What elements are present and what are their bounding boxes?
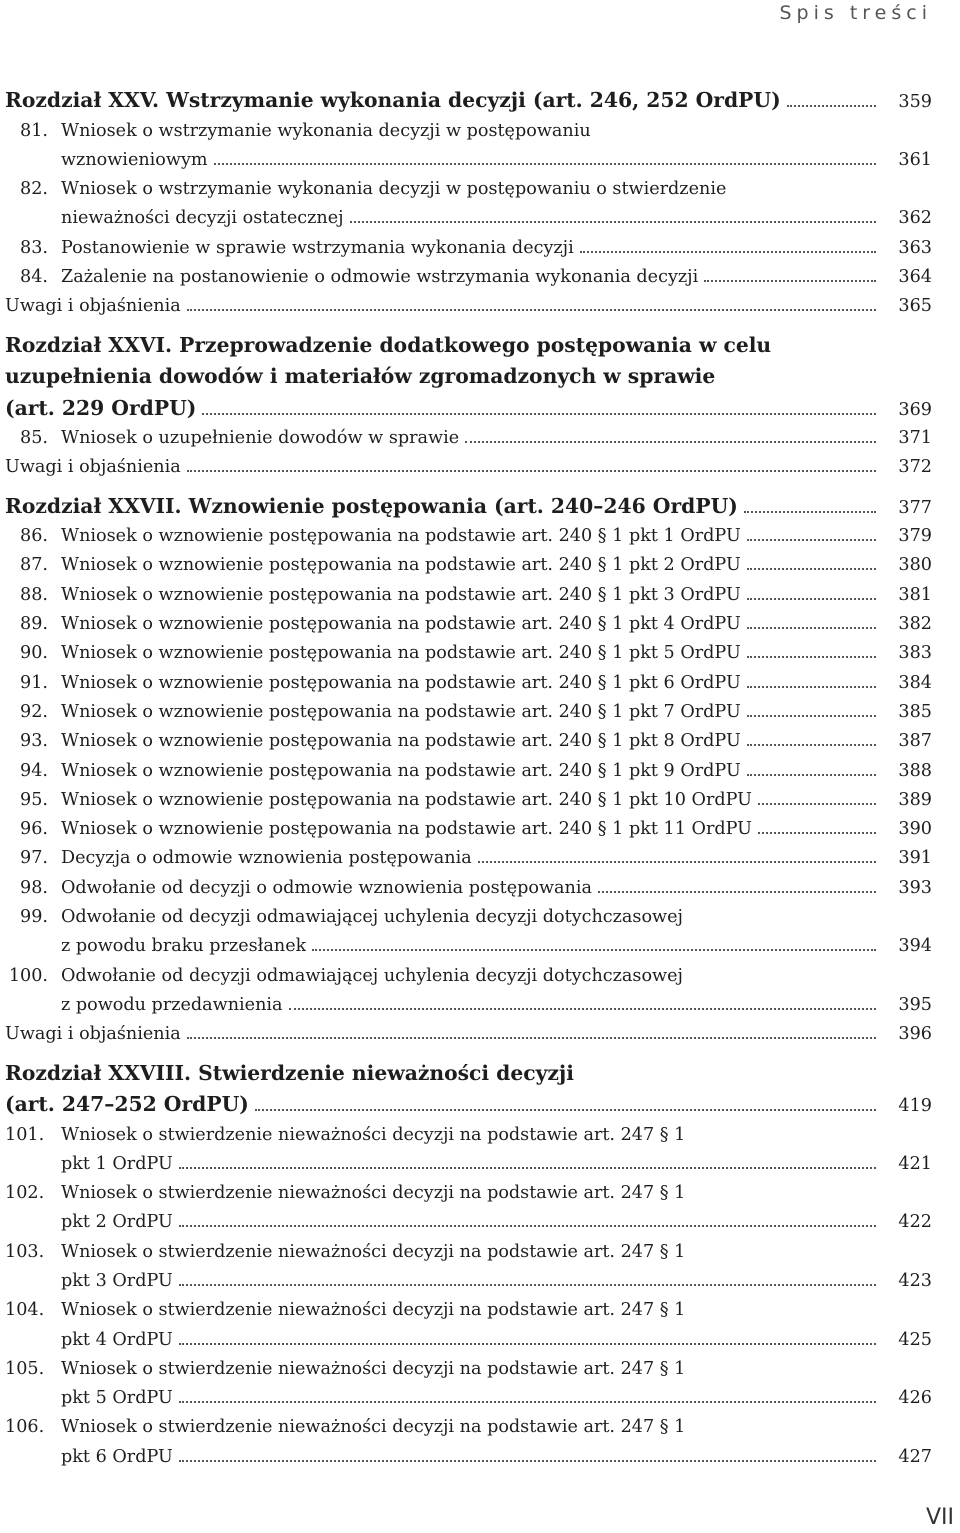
toc-row: [5, 1058, 932, 1090]
page-number: 380: [898, 555, 932, 576]
toc-entry-106: [5, 1413, 932, 1442]
leader-dots: [747, 686, 876, 688]
leader-dots: [179, 1401, 876, 1403]
entry-number: 94.: [20, 760, 48, 781]
leader-dots: [179, 1460, 876, 1462]
toc-entry-106-cont: [5, 1443, 932, 1472]
entry-title: Wniosek o wznowienie postępowania na podstawie art. 240 § 1 pkt 1 OrdPU: [61, 526, 741, 547]
page-number: 396: [898, 1024, 932, 1045]
entry-title: Wniosek o wznowienie postępowania na podstawie art. 240 § 1 pkt 7 OrdPU: [61, 701, 741, 722]
entry-number: 98.: [20, 877, 48, 898]
entry-number: 84.: [20, 266, 48, 287]
toc-notes: [5, 1020, 932, 1049]
entry-title-cont: nieważności decyzji ostatecznej: [61, 208, 344, 229]
entry-title: Uwagi i objaśnienia: [5, 296, 181, 317]
toc-entry-81: [5, 117, 932, 146]
toc-entry-82: [5, 175, 932, 204]
toc-row: [5, 491, 932, 523]
toc-entry-103-cont: [5, 1267, 932, 1296]
entry-number: 105.: [5, 1358, 45, 1379]
page-number: 387: [898, 731, 932, 752]
entry-title: Wniosek o wznowienie postępowania na podstawie art. 240 § 1 pkt 6 OrdPU: [61, 672, 741, 693]
toc-entry-105: [5, 1355, 932, 1384]
entry-title: Wniosek o stwierdzenie nieważności decyzji na podstawie art. 247 § 1: [61, 1358, 686, 1379]
page-number: 364: [898, 266, 932, 287]
chapter-title: Rozdział XXVII. Wznowienie postępowania (art. 240–246 OrdPU): [5, 493, 738, 518]
toc-entry-100-cont: [5, 991, 932, 1020]
entry-number: 102.: [5, 1183, 45, 1204]
toc-entry-99-cont: [5, 932, 932, 961]
page-number: 391: [898, 848, 932, 869]
toc-row: [5, 361, 932, 393]
leader-dots: [747, 568, 876, 570]
entry-number: 99.: [20, 907, 48, 928]
entry-number: 96.: [20, 819, 48, 840]
leader-dots: [704, 280, 876, 282]
entry-title: Odwołanie od decyzji o odmowie wznowienia postępowania: [61, 877, 592, 898]
page-number: 390: [898, 819, 932, 840]
chapter-28: [5, 1058, 932, 1121]
leader-dots: [255, 1109, 876, 1111]
leader-dots: [179, 1225, 876, 1227]
toc-entry-102: [5, 1179, 932, 1208]
entry-number: 106.: [5, 1417, 45, 1438]
page-number: 393: [898, 877, 932, 898]
toc-entry-98: [5, 874, 932, 903]
entry-title-cont: pkt 2 OrdPU: [61, 1212, 173, 1233]
page-number: 381: [898, 584, 932, 605]
entry-title: Wniosek o wznowienie postępowania na podstawie art. 240 § 1 pkt 10 OrdPU: [61, 789, 752, 810]
entry-title: Odwołanie od decyzji odmawiającej uchylenia decyzji dotychczasowej: [61, 965, 683, 986]
toc-entry-95: [5, 786, 932, 815]
leader-dots: [747, 598, 876, 600]
toc-entry-105-cont: [5, 1384, 932, 1413]
entry-number: 89.: [20, 614, 48, 635]
toc-entry-88: [5, 581, 932, 610]
entry-title-cont: pkt 3 OrdPU: [61, 1271, 173, 1291]
chapter-27: [5, 491, 932, 523]
entry-title: Wniosek o stwierdzenie nieważności decyzji na podstawie art. 247 § 1: [61, 1417, 686, 1438]
entry-number: 86.: [20, 526, 48, 547]
leader-dots: [179, 1167, 876, 1169]
entry-title-cont: z powodu braku przesłanek: [61, 936, 307, 957]
toc-entry-104: [5, 1296, 932, 1325]
page-number: 389: [898, 789, 932, 810]
chapter-title-cont: (art. 247–252 OrdPU): [5, 1092, 249, 1117]
leader-dots: [478, 861, 876, 863]
entry-title: Wniosek o wznowienie postępowania na podstawie art. 240 § 1 pkt 3 OrdPU: [61, 584, 741, 605]
entry-number: 97.: [20, 848, 48, 869]
page-number: 371: [898, 428, 932, 449]
page-number: 426: [898, 1388, 932, 1409]
chapter-title: Rozdział XXV. Wstrzymanie wykonania decyzji (art. 246, 252 OrdPU): [5, 88, 781, 112]
entry-title: Uwagi i objaśnienia: [5, 1024, 181, 1045]
entry-title: Wniosek o stwierdzenie nieważności decyzji na podstawie art. 247 § 1: [61, 1124, 686, 1145]
leader-dots: [312, 949, 876, 951]
leader-dots: [350, 221, 876, 223]
entry-number: 95.: [20, 789, 48, 810]
toc-row: [5, 1089, 932, 1121]
page-number: 363: [898, 237, 932, 258]
page-number: 362: [898, 208, 932, 229]
page-number: 388: [898, 760, 932, 781]
entry-title: Wniosek o stwierdzenie nieważności decyzji na podstawie art. 247 § 1: [61, 1300, 686, 1321]
entry-title: Postanowienie w sprawie wstrzymania wykonania decyzji: [61, 237, 574, 258]
toc-entry-91: [5, 669, 932, 698]
leader-dots: [747, 774, 876, 776]
page-folio: VII: [925, 1505, 954, 1530]
entry-number: 93.: [20, 731, 48, 752]
entry-title-cont: wznowieniowym: [61, 149, 208, 170]
entry-number: 88.: [20, 584, 48, 605]
toc-entry-83: [5, 234, 932, 263]
toc-row: [5, 330, 932, 362]
entry-title: Wniosek o wznowienie postępowania na podstawie art. 240 § 1 pkt 5 OrdPU: [61, 643, 741, 664]
chapter-25: [5, 85, 932, 117]
page-number: 395: [898, 994, 932, 1015]
entry-title: Wniosek o wznowienie postępowania na podstawie art. 240 § 1 pkt 9 OrdPU: [61, 760, 741, 781]
toc-entry-101: [5, 1121, 932, 1150]
toc-entry-84: [5, 263, 932, 292]
entry-title: Wniosek o wznowienie postępowania na podstawie art. 240 § 1 pkt 11 OrdPU: [61, 819, 752, 840]
entry-number: 85.: [20, 428, 48, 449]
entry-title: Decyzja o odmowie wznowienia postępowania: [61, 848, 472, 869]
page-number: 385: [898, 701, 932, 722]
toc-entry-103: [5, 1238, 932, 1267]
entry-title-cont: pkt 6 OrdPU: [61, 1446, 173, 1467]
page-number: 427: [898, 1446, 932, 1467]
leader-dots: [289, 1008, 876, 1010]
entry-title: Zażalenie na postanowienie o odmowie wstrzymania wykonania decyzji: [61, 266, 699, 287]
toc-notes: [5, 292, 932, 321]
page-number: 382: [898, 614, 932, 635]
leader-dots: [580, 251, 876, 253]
entry-number: 90.: [20, 643, 48, 664]
page-number: 379: [898, 526, 932, 547]
toc-entry-100: [5, 962, 932, 991]
page-number: 361: [898, 149, 932, 170]
table-of-contents: [5, 85, 932, 1472]
chapter-title: Rozdział XXVI. Przeprowadzenie dodatkowego postępowania w celu: [5, 332, 772, 357]
leader-dots: [747, 715, 876, 717]
toc-entry-101-cont: [5, 1150, 932, 1179]
leader-dots: [214, 163, 876, 165]
toc-entry-85: [5, 424, 932, 453]
page-number: 419: [898, 1096, 932, 1117]
page-number: 377: [898, 497, 932, 518]
entry-title-cont: z powodu przedawnienia: [61, 994, 283, 1015]
entry-title: Wniosek o wznowienie postępowania na podstawie art. 240 § 1 pkt 8 OrdPU: [61, 731, 741, 752]
toc-entry-82-cont: [5, 204, 932, 233]
entry-number: 81.: [20, 120, 48, 141]
toc-entry-96: [5, 815, 932, 844]
page-number: 383: [898, 643, 932, 664]
entry-number: 92.: [20, 701, 48, 722]
toc-entry-97: [5, 844, 932, 873]
toc-entry-89: [5, 610, 932, 639]
page-number: 359: [898, 92, 932, 112]
entry-number: 82.: [20, 179, 48, 200]
chapter-title-cont: uzupełnienia dowodów i materiałów zgromadzonych w sprawie: [5, 364, 716, 389]
page-number: 372: [898, 457, 932, 478]
leader-dots: [598, 891, 876, 893]
toc-entry-81-cont: [5, 146, 932, 175]
toc-entry-94: [5, 757, 932, 786]
chapter-title: Rozdział XXVIII. Stwierdzenie nieważności decyzji: [5, 1060, 574, 1085]
chapter-title-cont: (art. 229 OrdPU): [5, 395, 197, 420]
toc-entry-93: [5, 727, 932, 756]
entry-title: Wniosek o wstrzymanie wykonania decyzji w postępowaniu: [61, 120, 591, 141]
entry-title: Wniosek o uzupełnienie dowodów w sprawie: [61, 428, 460, 449]
toc-entry-99: [5, 903, 932, 932]
page-number: 421: [898, 1153, 932, 1174]
leader-dots: [758, 803, 876, 805]
entry-title-cont: pkt 1 OrdPU: [61, 1153, 173, 1174]
entry-number: 101.: [5, 1124, 45, 1145]
leader-dots: [747, 744, 876, 746]
entry-title: Wniosek o wznowienie postępowania na podstawie art. 240 § 1 pkt 2 OrdPU: [61, 555, 741, 576]
toc-entry-92: [5, 698, 932, 727]
page-number: 369: [898, 399, 932, 420]
leader-dots: [747, 539, 876, 541]
entry-number: 91.: [20, 672, 48, 693]
entry-title: Wniosek o stwierdzenie nieważności decyzji na podstawie art. 247 § 1: [61, 1241, 686, 1262]
entry-title-cont: pkt 5 OrdPU: [61, 1388, 173, 1409]
page-number: 365: [898, 296, 932, 317]
page-number: 394: [898, 936, 932, 957]
running-header: Spis treści: [779, 2, 932, 24]
leader-dots: [202, 413, 876, 415]
leader-dots: [758, 832, 876, 834]
entry-number: 103.: [5, 1241, 45, 1262]
entry-title: Odwołanie od decyzji odmawiającej uchylenia decyzji dotychczasowej: [61, 907, 683, 928]
leader-dots: [744, 511, 876, 513]
entry-title-cont: pkt 4 OrdPU: [61, 1329, 173, 1350]
entry-title: Wniosek o stwierdzenie nieważności decyzji na podstawie art. 247 § 1: [61, 1183, 686, 1204]
toc-entry-90: [5, 639, 932, 668]
page-number: 422: [898, 1212, 932, 1233]
toc-entry-87: [5, 551, 932, 580]
toc-notes: [5, 453, 932, 482]
leader-dots: [747, 656, 876, 658]
leader-dots: [747, 627, 876, 629]
leader-dots: [179, 1284, 876, 1286]
entry-number: 83.: [20, 237, 48, 258]
chapter-26: [5, 330, 932, 425]
toc-row: [5, 85, 932, 117]
leader-dots: [465, 441, 876, 443]
toc-entry-104-cont: [5, 1326, 932, 1355]
toc-entry-86: [5, 522, 932, 551]
page-number: 425: [898, 1329, 932, 1350]
toc-row: [5, 393, 932, 425]
entry-number: 100.: [8, 965, 48, 986]
entry-title: Uwagi i objaśnienia: [5, 457, 181, 478]
page-number: 423: [898, 1271, 932, 1291]
page-number: 384: [898, 672, 932, 693]
toc-entry-102-cont: [5, 1208, 932, 1237]
entry-title: Wniosek o wstrzymanie wykonania decyzji w postępowaniu o stwierdzenie: [61, 179, 727, 200]
leader-dots: [187, 1037, 876, 1039]
entry-title: Wniosek o wznowienie postępowania na podstawie art. 240 § 1 pkt 4 OrdPU: [61, 614, 741, 635]
leader-dots: [187, 470, 876, 472]
entry-number: 87.: [20, 555, 48, 576]
leader-dots: [787, 105, 876, 107]
leader-dots: [179, 1343, 876, 1345]
entry-number: 104.: [5, 1300, 45, 1321]
leader-dots: [187, 309, 876, 311]
